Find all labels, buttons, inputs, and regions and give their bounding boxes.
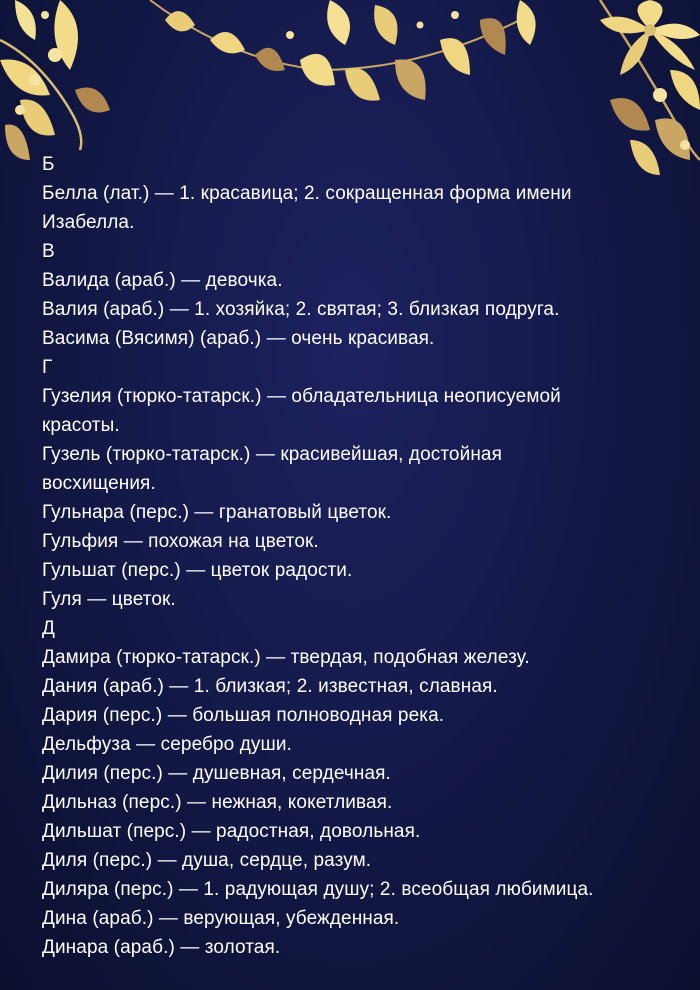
name-entry-continued: Изабелла. — [42, 212, 135, 233]
right-flower-icon — [600, 0, 700, 175]
name-entry: Васима (Вясимя) (араб.) — очень красивая. — [42, 328, 435, 349]
name-entry: Дина (араб.) — верующая, убежденная. — [42, 908, 400, 929]
name-entry: Дания (араб.) — 1. близкая; 2. известная, славная. — [42, 676, 498, 697]
name-entry: Диля (перс.) — душа, сердце, разум. — [42, 850, 372, 871]
name-entry: Диляра (перс.) — 1. радующая душу; 2. всеобщая любимица. — [42, 879, 594, 900]
name-entry: Дамира (тюрко-татарск.) — твердая, подобная железу. — [42, 647, 530, 668]
name-entry: Дильназ (перс.) — нежная, кокетливая. — [42, 792, 393, 813]
name-entry: Валия (араб.) — 1. хозяйка; 2. святая; 3. близкая подруга. — [42, 299, 560, 320]
name-entry: Белла (лат.) — 1. красавица; 2. сокращенная форма имени — [42, 183, 572, 204]
name-entry: Дилия (перс.) — душевная, сердечная. — [42, 763, 391, 784]
letter-heading-g: Г — [42, 357, 53, 378]
name-entry: Гульшат (перс.) — цветок радости. — [42, 560, 353, 581]
letter-heading-b: Б — [42, 154, 55, 175]
name-entry: Дельфуза — серебро души. — [42, 734, 292, 755]
name-entry-continued: восхищения. — [42, 473, 156, 494]
name-entry: Гуля — цветок. — [42, 589, 176, 610]
names-list — [42, 150, 662, 962]
name-entry: Динара (араб.) — золотая. — [42, 937, 281, 958]
name-entry: Гузелия (тюрко-татарск.) — обладательница неописуемой — [42, 386, 561, 407]
name-entry: Дария (перс.) — большая полноводная река. — [42, 705, 445, 726]
letter-heading-d: Д — [42, 618, 55, 639]
left-leaf-branch-icon — [0, 0, 110, 160]
name-entry-continued: красоты. — [42, 415, 120, 436]
name-entry: Гульнара (перс.) — гранатовый цветок. — [42, 502, 392, 523]
letter-heading-v: В — [42, 241, 55, 262]
name-entry: Дильшат (перс.) — радостная, довольная. — [42, 821, 421, 842]
name-entry: Гульфия — похожая на цветок. — [42, 531, 319, 552]
name-entry: Гузель (тюрко-татарск.) — красивейшая, достойная — [42, 444, 502, 465]
center-leaf-branch-icon — [150, 0, 536, 101]
name-entry: Валида (араб.) — девочка. — [42, 270, 283, 291]
